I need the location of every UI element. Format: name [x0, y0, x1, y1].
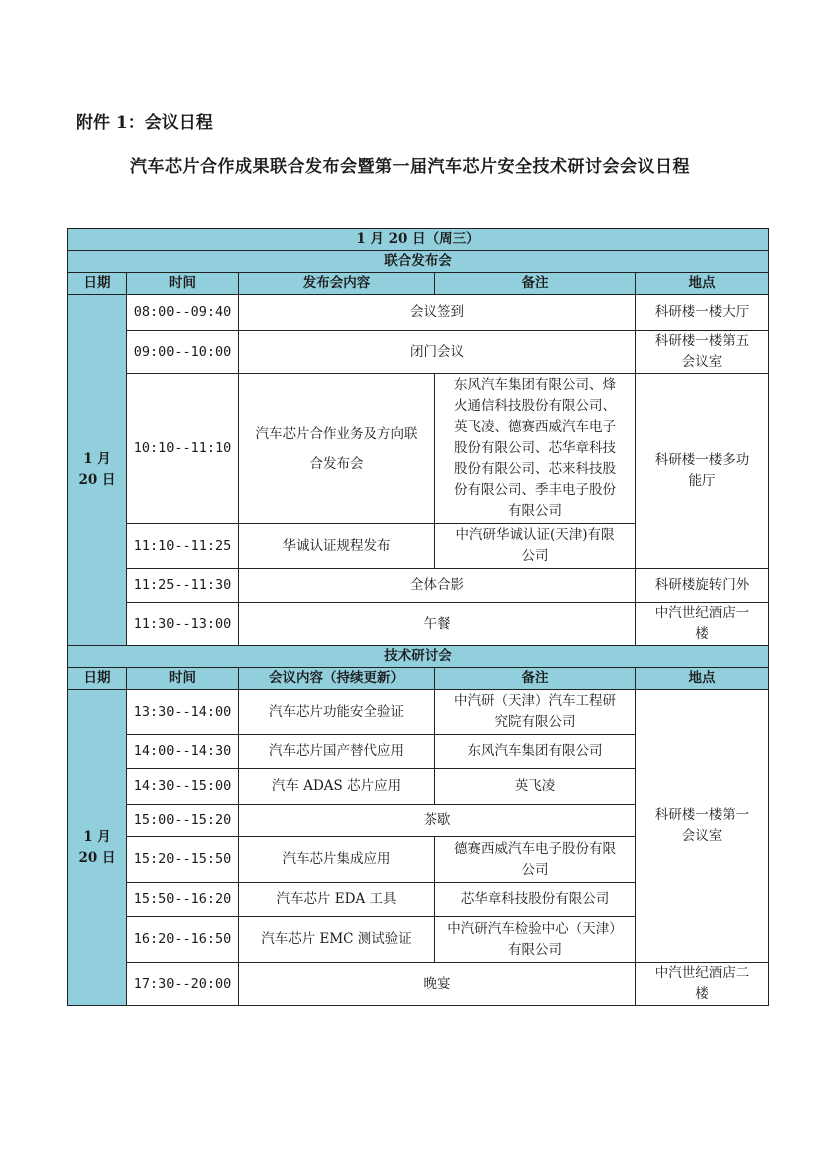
time-cell: 15:00--15:20: [127, 805, 239, 837]
time-cell: 16:20--16:50: [127, 917, 239, 963]
table-row: [68, 569, 769, 603]
header-date: 日期: [68, 273, 127, 295]
header-time: 时间: [127, 668, 239, 690]
date-cell: 1 月 20 日: [68, 690, 127, 1006]
content-cell: 汽车芯片合作业务及方向联 合发布会: [239, 374, 435, 524]
time-cell: 11:30--13:00: [127, 603, 239, 646]
header-time: 时间: [127, 273, 239, 295]
content-cell: 晚宴: [239, 963, 636, 1006]
content-cell: 汽车芯片国产替代应用: [239, 735, 435, 769]
header-notes: 备注: [435, 273, 636, 295]
table-row: [68, 603, 769, 646]
content-cell: 茶歇: [239, 805, 636, 837]
content-cell: 全体合影: [239, 569, 636, 603]
document-title: 汽车芯片合作成果联合发布会暨第一届汽车芯片安全技术研讨会会议日程: [130, 157, 690, 177]
time-cell: 17:30--20:00: [127, 963, 239, 1006]
location-cell: 科研楼一楼第一 会议室: [636, 690, 769, 963]
notes-cell: 东风汽车集团有限公司、烽 火通信科技股份有限公司、 英飞凌、德赛西威汽车电子 股份有限公司、芯华章科技 股份有限公司、芯来科技股 份有限公司、季丰电子股份 有限公司: [435, 374, 636, 524]
attachment-label: 附件 1：会议日程: [76, 113, 213, 133]
table-row: [68, 331, 769, 374]
time-cell: 14:00--14:30: [127, 735, 239, 769]
location-cell: 科研楼一楼多功 能厅: [636, 374, 769, 569]
time-cell: 11:10--11:25: [127, 524, 239, 569]
location-cell: 科研楼一楼大厅: [636, 295, 769, 331]
day-header: 1 月 20 日（周三）: [68, 229, 769, 251]
header-location: 地点: [636, 668, 769, 690]
table-row: [68, 295, 769, 331]
location-cell: 中汽世纪酒店二 楼: [636, 963, 769, 1006]
notes-cell: 东风汽车集团有限公司: [435, 735, 636, 769]
section-title-seminar: 技术研讨会: [68, 646, 769, 668]
date-cell: 1 月 20 日: [68, 295, 127, 646]
notes-cell: 英飞凌: [435, 769, 636, 805]
header-content: 会议内容（持续更新）: [239, 668, 435, 690]
notes-cell: 中汽研汽车检验中心（天津） 有限公司: [435, 917, 636, 963]
content-cell: 会议签到: [239, 295, 636, 331]
notes-cell: 中汽研（天津）汽车工程研 究院有限公司: [435, 690, 636, 735]
section-title-launch: 联合发布会: [68, 251, 769, 273]
time-cell: 15:50--16:20: [127, 883, 239, 917]
schedule-table: [67, 228, 769, 1006]
notes-cell: 德赛西威汽车电子股份有限 公司: [435, 837, 636, 883]
time-cell: 13:30--14:00: [127, 690, 239, 735]
content-cell: 汽车 ADAS 芯片应用: [239, 769, 435, 805]
table-header-row: [68, 273, 769, 295]
content-cell: 汽车芯片集成应用: [239, 837, 435, 883]
location-cell: 科研楼旋转门外: [636, 569, 769, 603]
time-cell: 15:20--15:50: [127, 837, 239, 883]
header-location: 地点: [636, 273, 769, 295]
time-cell: 08:00--09:40: [127, 295, 239, 331]
table-row: [68, 374, 769, 524]
content-cell: 汽车芯片功能安全验证: [239, 690, 435, 735]
location-cell: 中汽世纪酒店一 楼: [636, 603, 769, 646]
content-cell: 汽车芯片 EMC 测试验证: [239, 917, 435, 963]
time-cell: 14:30--15:00: [127, 769, 239, 805]
content-cell: 午餐: [239, 603, 636, 646]
time-cell: 11:25--11:30: [127, 569, 239, 603]
notes-cell: 中汽研华诚认证(天津)有限 公司: [435, 524, 636, 569]
time-cell: 09:00--10:00: [127, 331, 239, 374]
table-header-row: [68, 668, 769, 690]
header-notes: 备注: [435, 668, 636, 690]
content-cell: 闭门会议: [239, 331, 636, 374]
content-cell: 汽车芯片 EDA 工具: [239, 883, 435, 917]
notes-cell: 芯华章科技股份有限公司: [435, 883, 636, 917]
table-row: [68, 963, 769, 1006]
location-cell: 科研楼一楼第五 会议室: [636, 331, 769, 374]
time-cell: 10:10--11:10: [127, 374, 239, 524]
header-date: 日期: [68, 668, 127, 690]
table-row: [68, 690, 769, 735]
content-cell: 华诚认证规程发布: [239, 524, 435, 569]
header-content: 发布会内容: [239, 273, 435, 295]
